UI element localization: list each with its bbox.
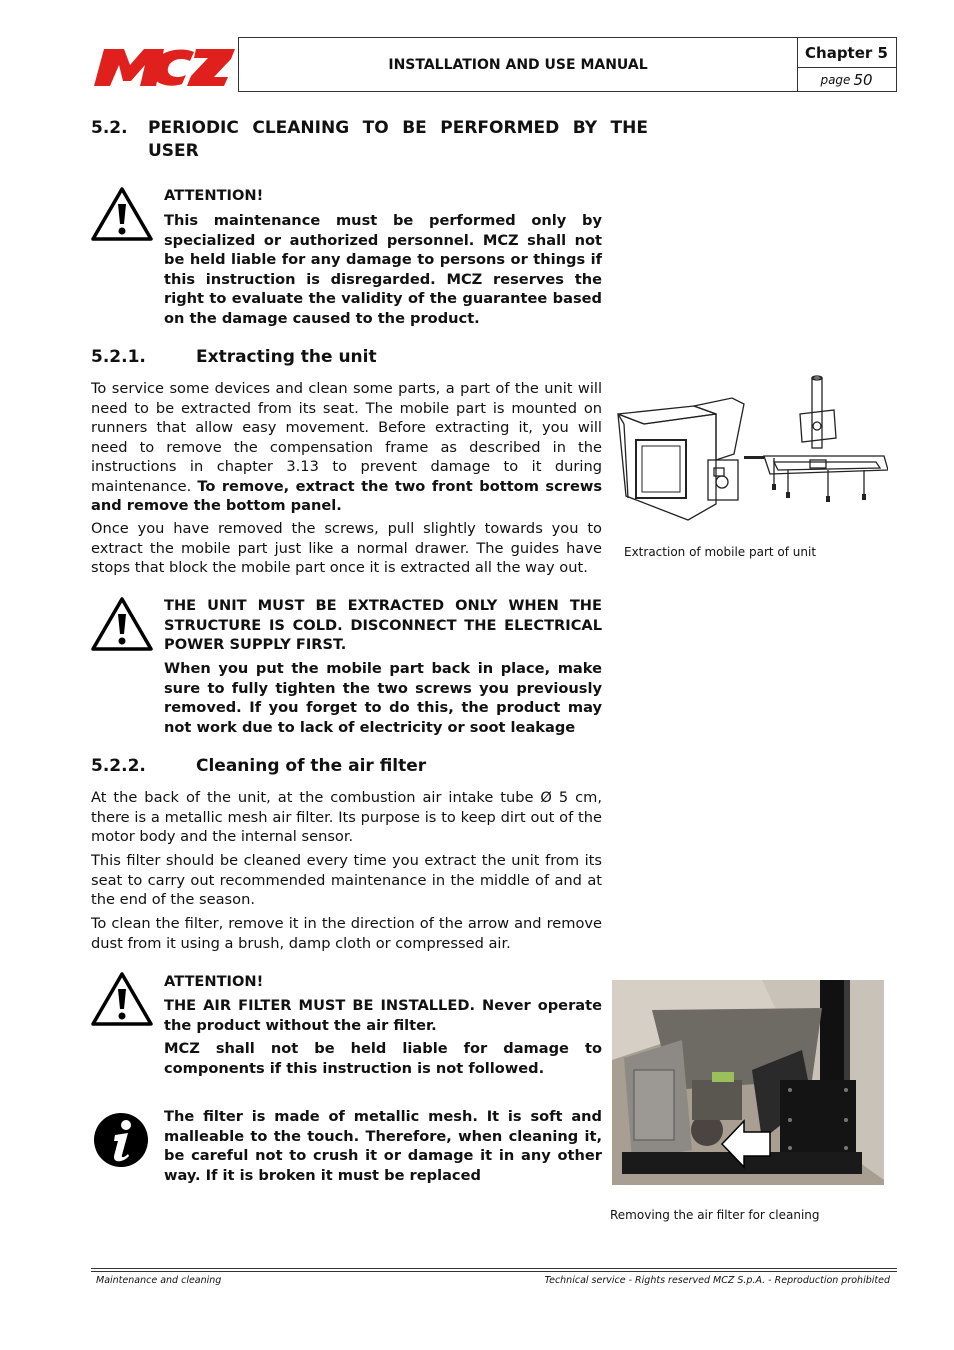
subsection2-number: 5.2.2. [91, 756, 146, 776]
page-indicator [797, 68, 896, 91]
section-title-line2: USER [148, 141, 199, 161]
warning2-text1: THE UNIT MUST BE EXTRACTED ONLY WHEN THE STRUCTURE IS COLD. DISCONNECT THE ELECTRICAL POWER SUPPLY FIRST. [164, 597, 602, 653]
footer-left: Maintenance and cleaning [96, 1275, 222, 1286]
warning-triangle-icon [90, 971, 154, 1031]
header-box [238, 37, 897, 92]
subsection1-number: 5.2.1. [91, 347, 146, 367]
paragraph1-normal: To service some devices and clean some parts, a part of the unit will need to be extracted from its seat. The mobile part is mounted on runners that allow easy movement. Before extracting it, you will need to remove the compensation frame as described in the instructions in chapter 3.13 to prevent damage to it during maintenance. [91, 380, 602, 495]
section-number: 5.2. [91, 118, 128, 138]
info-icon [93, 1112, 149, 1172]
page-label: page [820, 72, 851, 87]
warning-triangle-icon [90, 596, 154, 656]
subsection2-paragraph2: This filter should be cleaned every time you extract the unit from its seat to carry out recommended maintenance in the middle of and at the end of the season. [91, 852, 602, 908]
warning3-title: ATTENTION! [164, 973, 264, 990]
subsection1-title: Extracting the unit [196, 347, 377, 367]
warning1-title: ATTENTION! [164, 187, 264, 204]
warning2-text2: When you put the mobile part back in place, make sure to fully tighten the two screws you previously removed. If you forget to do this, the product may not work due to lack of electricity or soot leakage [164, 660, 602, 736]
mcz-logo [90, 43, 236, 88]
subsection2-paragraph1: At the back of the unit, at the combustion air intake tube Ø 5 cm, there is a metallic mesh air filter. Its purpose is to keep dirt out of the motor body and the internal sensor. [91, 789, 602, 845]
paragraph1-bold: To remove, extract the two front bottom screws and remove the bottom panel. [91, 477, 603, 514]
section-title [148, 117, 648, 163]
chapter-label: Chapter 5 [797, 38, 896, 68]
subsection1-paragraph2: Once you have removed the screws, pull slightly towards you to extract the mobile part just like a normal drawer. The guides have stops that block the mobile part once it is extracted all the way out. [91, 520, 602, 576]
subsection1-paragraph1 [91, 379, 602, 516]
warning3-text1: THE AIR FILTER MUST BE INSTALLED. Never operate the product without the air filter. [164, 997, 602, 1034]
footer-rule-double [91, 1271, 897, 1272]
subsection2-title: Cleaning of the air filter [196, 756, 427, 776]
section-title-line1: PERIODIC CLEANING TO BE PERFORMED BY THE [148, 118, 648, 138]
footer-right: Technical service - Rights reserved MCZ S.p.A. - Reproduction prohibited [544, 1275, 890, 1286]
warning-triangle-icon [90, 186, 154, 246]
warning3-text2: MCZ shall not be held liable for damage to components if this instruction is not followed. [164, 1040, 602, 1077]
manual-title: INSTALLATION AND USE MANUAL [239, 38, 798, 91]
figure1-caption: Extraction of mobile part of unit [624, 545, 817, 559]
subsection2-paragraph3: To clean the filter, remove it in the direction of the arrow and remove dust from it using a brush, damp cloth or compressed air. [91, 915, 602, 952]
warning1-text: This maintenance must be performed only by specialized or authorized personnel. MCZ shall not be held liable for any damage to persons or things if this instruction is disregarded. MCZ reserves the right to evaluate the validity of the guarantee based on the damage caused to the product. [164, 212, 602, 327]
air-filter-photo [612, 980, 884, 1185]
footer-rule [91, 1268, 897, 1269]
figure2-caption: Removing the air filter for cleaning [610, 1208, 820, 1222]
unit-extraction-figure [614, 374, 888, 524]
page-number: 50 [853, 70, 873, 89]
info-text: The filter is made of metallic mesh. It is soft and malleable to the touch. Therefore, when cleaning it, be careful not to crush it or damage it in any other way. If it is broken it must be replaced [164, 1108, 602, 1184]
